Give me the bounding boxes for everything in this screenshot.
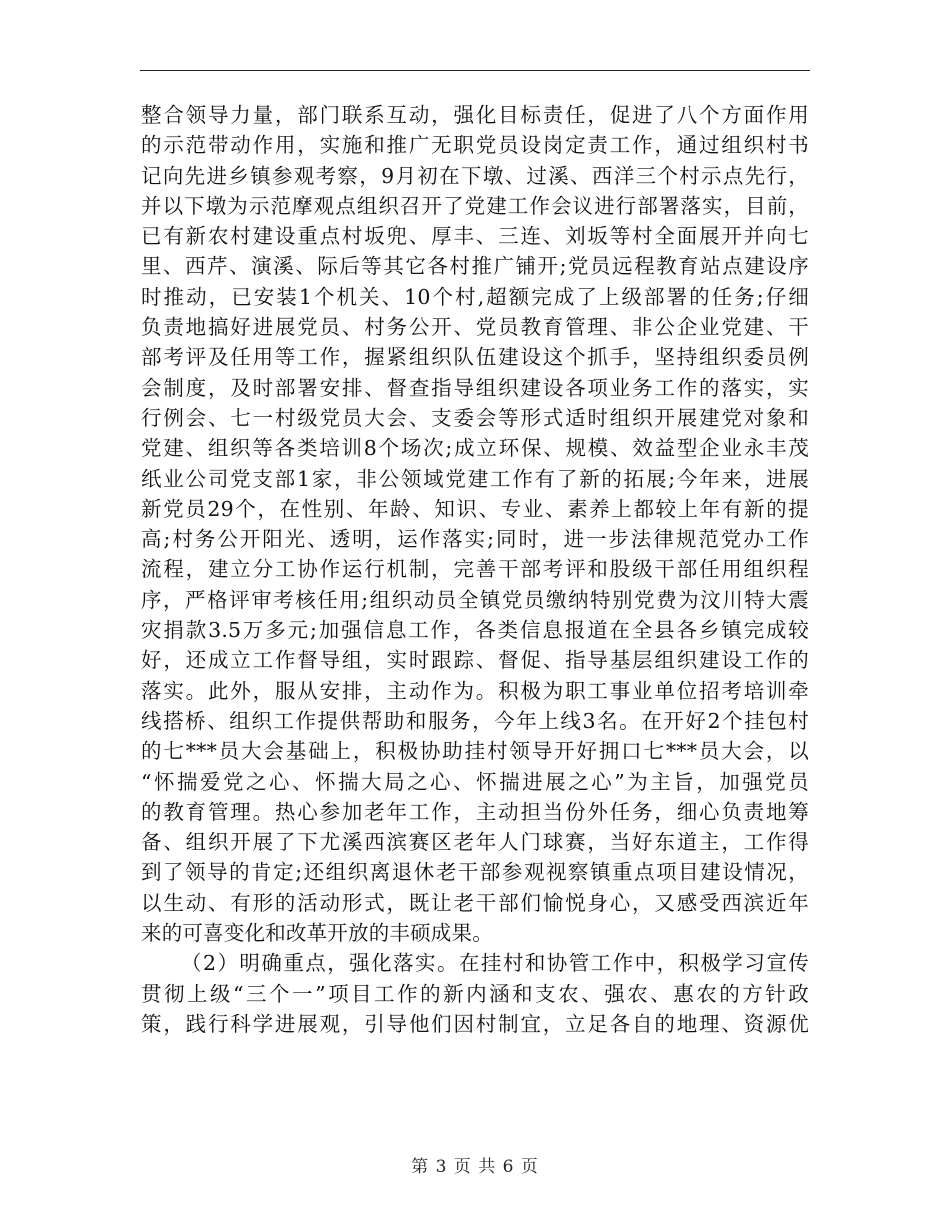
text-line: 以生动、有形的活动形式，既让老干部们愉悦身心，又感受西滨近年	[141, 890, 809, 915]
text-line: 贯彻上级“三个一”项目工作的新内涵和支农、强农、惠农的方针政	[141, 981, 809, 1006]
paragraph-1	[141, 100, 809, 948]
text-line: 时推动，已安装1个机关、10个村,超额完成了上级部署的任务;仔细	[141, 284, 809, 309]
text-line: 行例会、七一村级党员大会、支委会等形式适时组织开展建党对象和	[141, 405, 809, 430]
text-line: 的示范带动作用，实施和推广无职党员设岗定责工作，通过组织村书	[141, 133, 809, 158]
text-line: 并以下墩为示范摩观点组织召开了党建工作会议进行部署落实，目前，	[141, 193, 809, 218]
text-line: “怀揣爱党之心、怀揣大局之心、怀揣进展之心”为主旨，加强党员	[141, 769, 809, 794]
text-line: 会制度，及时部署安排、督查指导组织建设各项业务工作的落实，实	[141, 375, 809, 400]
text-line: 流程，建立分工协作运行机制，完善干部考评和股级干部任用组织程	[141, 557, 809, 582]
text-line: （2）明确重点，强化落实。在挂村和协管工作中，积极学习宣传	[181, 951, 809, 976]
text-line: 整合领导力量，部门联系互动，强化目标责任，促进了八个方面作用	[141, 103, 809, 127]
text-line: 序，严格评审考核任用;组织动员全镇党员缴纳特别党费为汶川特大震	[141, 587, 809, 612]
text-line: 负责地搞好进展党员、村务公开、党员教育管理、非公企业党建、干	[141, 315, 809, 340]
document-body	[141, 100, 809, 1039]
text-line: 部考评及任用等工作，握紧组织队伍建设这个抓手，坚持组织委员例	[141, 345, 809, 370]
text-line: 的教育管理。热心参加老年工作，主动担当份外任务，细心负责地筹	[141, 799, 809, 824]
paragraph-2	[141, 948, 809, 1039]
text-line: 灾捐款3.5万多元;加强信息工作，各类信息报道在全县各乡镇完成较	[141, 618, 809, 643]
text-line: 纸业公司党支部1家，非公领域党建工作有了新的拓展;今年来，进展	[141, 466, 809, 491]
text-line: 党建、组织等各类培训8个场次;成立环保、规模、效益型企业永丰茂	[141, 436, 809, 461]
text-line: 新党员29个，在性别、年龄、知识、专业、素养上都较上年有新的提	[141, 496, 809, 521]
text-line: 来的可喜变化和改革开放的丰硕成果。	[141, 921, 493, 946]
text-line: 好，还成立工作督导组，实时跟踪、督促、指导基层组织建设工作的	[141, 648, 809, 673]
text-line: 记向先进乡镇参观考察，9月初在下墩、过溪、西洋三个村示点先行，	[141, 163, 809, 188]
text-line: 里、西芹、演溪、际后等其它各村推广铺开;党员远程教育站点建设序	[141, 254, 809, 279]
text-line: 高;村务公开阳光、透明，运作落实;同时，进一步法律规范党办工作	[141, 527, 809, 552]
text-line: 到了领导的肯定;还组织离退休老干部参观视察镇重点项目建设情况，	[141, 860, 809, 885]
text-line: 的七***员大会基础上，积极协助挂村领导开好拥口七***员大会，以	[141, 739, 809, 764]
page-number-footer: 第 3 页 共 6 页	[411, 1157, 539, 1177]
text-line: 备、组织开展了下尤溪西滨赛区老年人门球赛，当好东道主，工作得	[141, 830, 809, 855]
text-line: 策，践行科学进展观，引导他们因村制宜，立足各自的地理、资源优	[141, 1011, 809, 1036]
header-rule	[140, 70, 810, 71]
text-line: 线搭桥、组织工作提供帮助和服务，今年上线3名。在开好2个挂包村	[141, 708, 809, 733]
text-line: 落实。此外，服从安排，主动作为。积极为职工事业单位招考培训牵	[141, 678, 809, 703]
text-line: 已有新农村建设重点村坂兜、厚丰、三连、刘坂等村全面展开并向七	[141, 224, 809, 249]
